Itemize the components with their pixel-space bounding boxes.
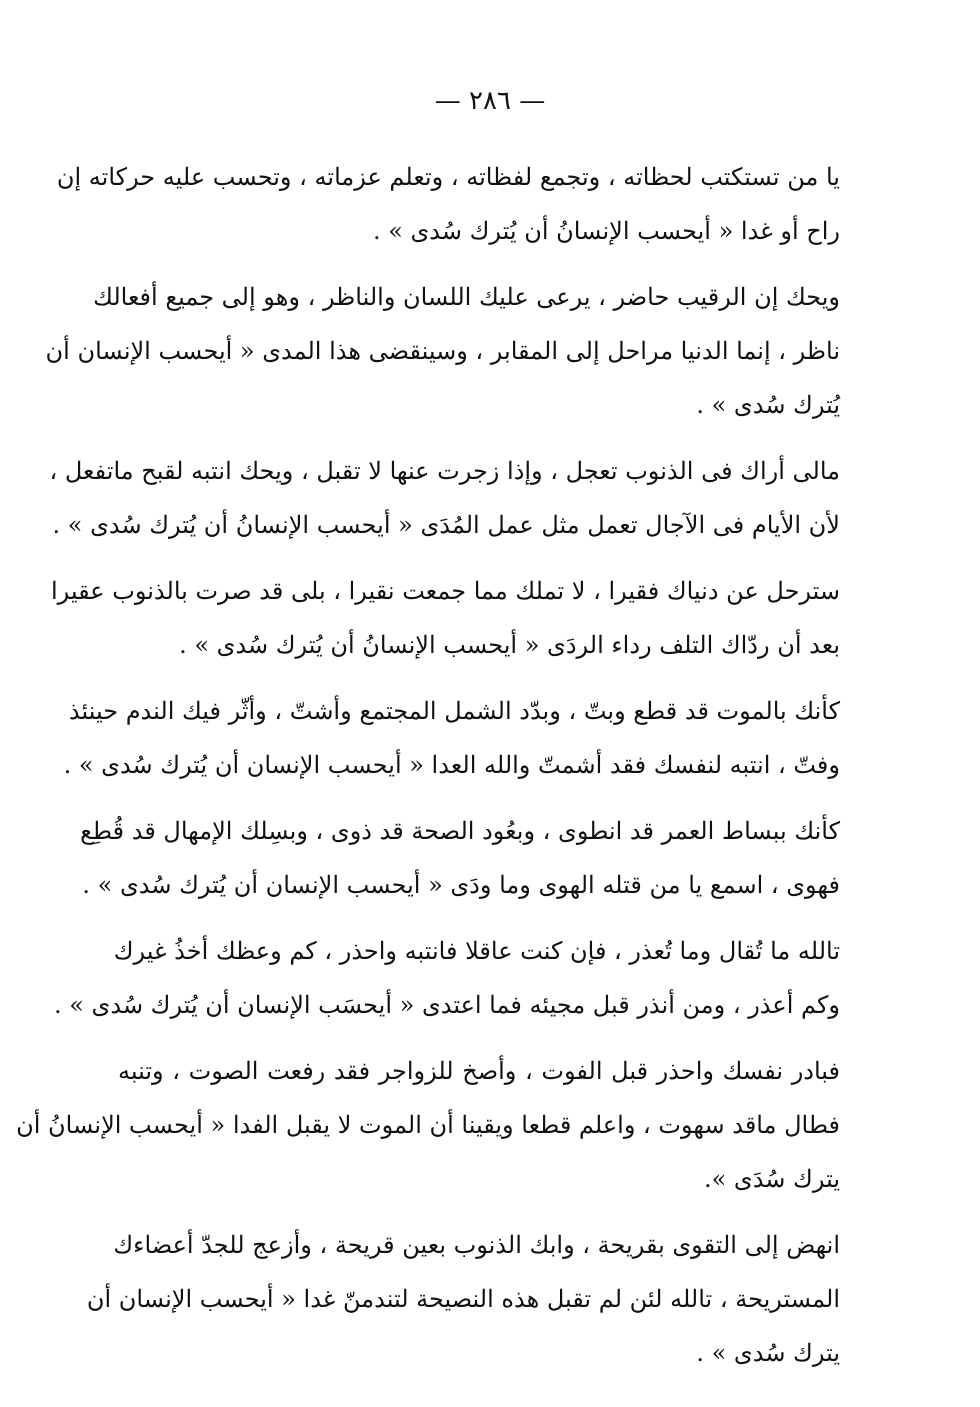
text-line: يترك سُدَى ». bbox=[703, 1165, 840, 1193]
paragraph bbox=[16, 1044, 840, 1206]
text-line: لأن الأيام فى الآجال تعمل مثل عمل المُدَى « أيحسب الإنسانُ أن يُترك سُدى » . bbox=[52, 511, 840, 539]
page-number: — ٢٨٦ — bbox=[434, 86, 546, 116]
text-line: يا من تستكتب لحظاته ، وتجمع لفظاته ، وتعلم عزماته ، وتحسب عليه حركاته إن bbox=[56, 163, 840, 191]
text-line: وفتّ ، انتبه لنفسك فقد أشمتّ والله العدا « أيحسب الإنسان أن يُترك سُدى » . bbox=[63, 751, 840, 779]
text-line: انهض إلى التقوى بقريحة ، وابك الذنوب بعين قريحة ، وأزعج للجدّ أعضاءك bbox=[113, 1231, 840, 1259]
text-line: وكم أعذر ، ومن أنذر قبل مجيئه فما اعتدى « أيحسَب الإنسان أن يُترك سُدى » . bbox=[53, 991, 840, 1019]
text-line: كأنك بالموت قد قطع وبتّ ، وبدّد الشمل المجتمع وأشتّ ، وأثّر فيك الندم حينئذ bbox=[68, 697, 840, 725]
paragraph bbox=[53, 924, 840, 1032]
text-line: بعد أن ردّاك التلف رداء الردَى « أيحسب الإنسانُ أن يُترك سُدى » . bbox=[179, 631, 840, 659]
paragraph bbox=[86, 1218, 840, 1380]
text-line: راح أو غدا « أيحسب الإنسانُ أن يُترك سُدى » . bbox=[372, 217, 840, 245]
paragraph bbox=[49, 444, 840, 552]
paragraph bbox=[56, 150, 840, 258]
paragraph bbox=[63, 684, 840, 792]
text-line: فبادر نفسك واحذر قبل الفوت ، وأصخ للزواجر فقد رفعت الصوت ، وتنبه bbox=[118, 1057, 840, 1085]
text-line: المستريحة ، تالله لئن لم تقبل هذه النصيحة لتندمنّ غدا « أيحسب الإنسان أن bbox=[86, 1285, 840, 1313]
text-line: ناظر ، إنما الدنيا مراحل إلى المقابر ، وسينقضى هذا المدى « أيحسب الإنسان أن bbox=[45, 337, 840, 365]
text-line: مالى أراك فى الذنوب تعجل ، وإذا زجرت عنها لا تقبل ، ويحك انتبه لقبح ماتفعل ، bbox=[49, 457, 840, 485]
text-line: سترحل عن دنياك فقيرا ، لا تملك مما جمعت نقيرا ، بلى قد صرت بالذنوب عقيرا bbox=[51, 577, 840, 605]
paragraph bbox=[51, 564, 840, 672]
paragraph bbox=[45, 270, 840, 432]
text-line: فهوى ، اسمع يا من قتله الهوى وما ودَى « أيحسب الإنسان أن يُترك سُدى » . bbox=[82, 871, 840, 899]
text-line: يترك سُدى » . bbox=[696, 1339, 840, 1367]
text-line: يُترك سُدى » . bbox=[696, 391, 840, 419]
text-line: كأنك ببساط العمر قد انطوى ، وبعُود الصحة قد ذوى ، وبسِلك الإمهال قد قُطِع bbox=[80, 817, 840, 845]
text-line: ويحك إن الرقيب حاضر ، يرعى عليك اللسان والناظر ، وهو إلى جميع أفعالك bbox=[93, 283, 840, 311]
body-text bbox=[16, 150, 840, 1392]
paragraph bbox=[80, 804, 840, 912]
text-line: تالله ما تُقال وما تُعذر ، فإن كنت عاقلا فانتبه واحذر ، كم وعظك أخذُ غيرك bbox=[113, 937, 840, 965]
text-line: فطال ماقد سهوت ، واعلم قطعا ويقينا أن الموت لا يقبل الفدا « أيحسب الإنسانُ أن bbox=[16, 1111, 840, 1139]
